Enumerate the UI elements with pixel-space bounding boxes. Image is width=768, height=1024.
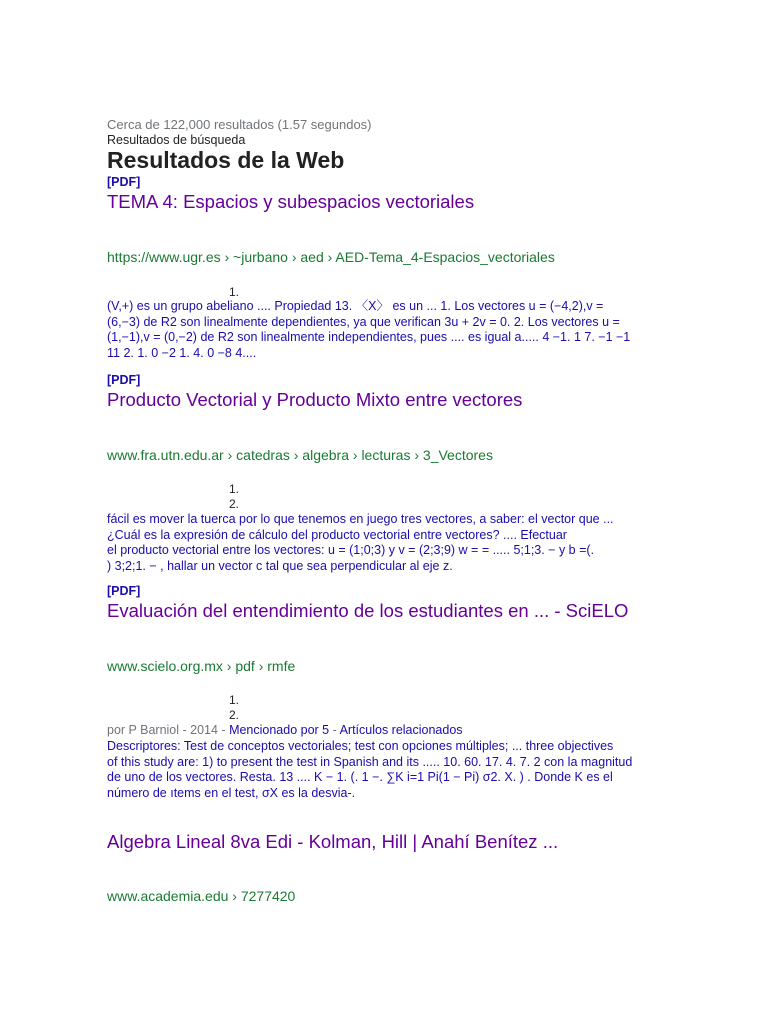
result-title-link[interactable]: Algebra Lineal 8va Edi - Kolman, Hill | Anahí Benítez ... bbox=[107, 831, 559, 852]
result-url[interactable]: www.fra.utn.edu.ar › catedras › algebra › lecturas › 3_Vectores bbox=[107, 447, 493, 463]
result-title-link[interactable]: Producto Vectorial y Producto Mixto entre vectores bbox=[107, 389, 523, 410]
cited-by-link[interactable]: Mencionado por 5 bbox=[229, 723, 330, 737]
snippet-line: el producto vectorial entre los vectores: u = (1;0;3) y v = (2;3;9) w = = ..... 5;1;3. − y b =(. bbox=[107, 543, 595, 557]
snippet-line: número de ıtems en el test, σX es la desvia-. bbox=[107, 785, 356, 800]
page-title: Resultados de la Web bbox=[107, 147, 345, 173]
result-title-link[interactable]: Evaluación del entendimiento de los estudiantes en ... - SciELO bbox=[107, 600, 629, 621]
snippet-line: Descriptores: Test de conceptos vectoriales; test con opciones múltiples; ... three objectives bbox=[107, 739, 614, 753]
pdf-tag: [PDF] bbox=[107, 584, 141, 598]
snippet-line: (V,+) es un grupo abeliano .... Propiedad 13. 〈X〉 es un ... 1. Los vectores u = (−4,2),v = bbox=[107, 299, 604, 313]
result-snippet bbox=[107, 299, 667, 361]
snippet-number: 1. bbox=[229, 482, 240, 496]
snippet-line: of this study are: 1) to present the test in Spanish and its ..... 10. 60. 17. 4. 7. 2 con la magnitud bbox=[107, 754, 633, 769]
snippet-line: ¿Cuál es la expresión de cálculo del producto vectorial entre vectores? .... Efectuar bbox=[107, 527, 567, 542]
snippet-number: 1. bbox=[229, 285, 240, 299]
result-url[interactable]: www.scielo.org.mx › pdf › rmfe bbox=[107, 658, 296, 674]
snippet-number: 2. bbox=[229, 497, 240, 511]
pdf-tag: [PDF] bbox=[107, 175, 141, 189]
snippet-number: 2. bbox=[229, 708, 240, 722]
result-meta bbox=[107, 723, 463, 737]
result-snippet bbox=[107, 512, 667, 574]
snippet-line: 11 2. 1. 0 −2 1. 4. 0 −8 4.... bbox=[107, 345, 257, 360]
meta-separator: - bbox=[329, 723, 340, 737]
result-stats: Cerca de 122,000 resultados (1.57 segundos) bbox=[107, 117, 372, 132]
pdf-tag: [PDF] bbox=[107, 373, 141, 387]
results-subheading: Resultados de búsqueda bbox=[107, 133, 246, 147]
snippet-number: 1. bbox=[229, 693, 240, 707]
meta-author: por P Barniol - 2014 - bbox=[107, 723, 230, 737]
result-url[interactable]: https://www.ugr.es › ~jurbano › aed › AED-Tema_4-Espacios_vectoriales bbox=[107, 249, 555, 265]
snippet-line: (6,−3) de R2 son linealmente dependientes, ya que verifican 3u + 2v = 0. 2. Los vectores u = bbox=[107, 314, 620, 329]
result-url[interactable]: www.academia.edu › 7277420 bbox=[107, 888, 296, 904]
snippet-line: ) 3;2;1. − , hallar un vector c tal que sea perpendicular al eje z. bbox=[107, 558, 453, 573]
result-title-link[interactable]: TEMA 4: Espacios y subespacios vectoriales bbox=[107, 191, 475, 212]
result-snippet bbox=[107, 739, 667, 801]
snippet-line: fácil es mover la tuerca por lo que tenemos en juego tres vectores, a saber: el vector que ... bbox=[107, 512, 614, 526]
snippet-line: (1,−1),v = (0,−2) de R2 son linealmente independientes, pues .... es igual a..... 4 −1. 1 7. −1 −1 bbox=[107, 330, 631, 344]
snippet-line: de uno de los vectores. Resta. 13 .... K − 1. (. 1 −. ∑K i=1 Pi(1 − Pi) σ2. X. ) . Donde K es el bbox=[107, 770, 613, 784]
related-articles-link[interactable]: Artículos relacionados bbox=[339, 723, 463, 737]
